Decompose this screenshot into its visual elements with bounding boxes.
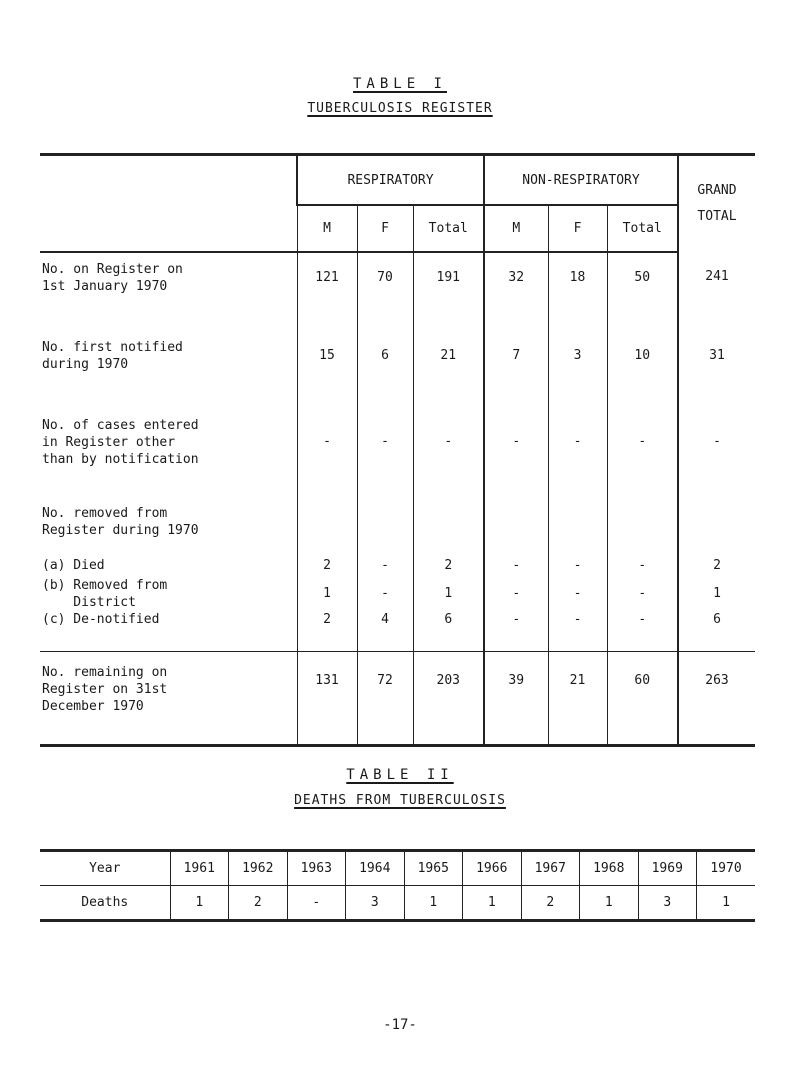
row-value: 50 xyxy=(607,252,678,331)
year-cell: 1965 xyxy=(404,851,463,886)
deaths-cell: 2 xyxy=(521,886,580,921)
row-value: 4 xyxy=(357,611,413,652)
table1-title: TUBERCULOSIS REGISTER xyxy=(307,101,493,116)
row-value xyxy=(413,505,484,557)
nonresp-m-header: M xyxy=(484,205,548,252)
page-number: -17- xyxy=(383,1017,417,1033)
row-label-line: (a) Died xyxy=(42,558,105,573)
year-cell: 1967 xyxy=(521,851,580,886)
table2-title: DEATHS FROM TUBERCULOSIS xyxy=(294,793,506,808)
row-value: - xyxy=(297,409,357,505)
register-row xyxy=(40,505,755,557)
row-value: 39 xyxy=(484,652,548,746)
row-label xyxy=(40,611,297,652)
row-value: 7 xyxy=(484,331,548,409)
resp-m-header: M xyxy=(297,205,357,252)
resp-f-header: F xyxy=(357,205,413,252)
row-value: 263 xyxy=(678,652,755,746)
respiratory-header: RESPIRATORY xyxy=(297,155,484,206)
row-value: - xyxy=(607,557,678,577)
row-value: - xyxy=(607,409,678,505)
tuberculosis-register-table xyxy=(40,153,755,747)
row-value xyxy=(297,505,357,557)
row-value: - xyxy=(548,577,607,611)
row-label xyxy=(40,505,297,557)
grand-total-header: GRAND TOTAL xyxy=(678,155,755,253)
row-value: 10 xyxy=(607,331,678,409)
row-value: 1 xyxy=(297,577,357,611)
row-value: 21 xyxy=(548,652,607,746)
row-value: 6 xyxy=(678,611,755,652)
row-value xyxy=(357,505,413,557)
row-value: - xyxy=(484,409,548,505)
row-label xyxy=(40,577,297,611)
register-row xyxy=(40,577,755,611)
row-label xyxy=(40,652,297,746)
row-value: 15 xyxy=(297,331,357,409)
row-label xyxy=(40,409,297,505)
year-cell: 1962 xyxy=(229,851,288,886)
row-label xyxy=(40,557,297,577)
row-value: 31 xyxy=(678,331,755,409)
row-value: 72 xyxy=(357,652,413,746)
row-value: 2 xyxy=(678,557,755,577)
row-value: - xyxy=(607,577,678,611)
row-value: - xyxy=(357,409,413,505)
non-respiratory-header: NON-RESPIRATORY xyxy=(484,155,678,206)
row-value: 6 xyxy=(357,331,413,409)
table2-label: TABLE II xyxy=(346,767,454,783)
deaths-cell: 3 xyxy=(346,886,405,921)
row-label-line: in Register other xyxy=(42,435,176,450)
row-label-line: No. on Register on xyxy=(42,262,183,277)
row-value: - xyxy=(413,409,484,505)
row-label xyxy=(40,331,297,409)
row-value xyxy=(484,505,548,557)
row-value: 203 xyxy=(413,652,484,746)
row-label-line: District xyxy=(42,595,136,610)
row-label-line: No. removed from xyxy=(42,506,168,521)
row-label-line: 1st January 1970 xyxy=(42,279,168,294)
year-cell: 1969 xyxy=(638,851,697,886)
year-label: Year xyxy=(40,851,170,886)
row-value xyxy=(548,505,607,557)
deaths-cell: 1 xyxy=(697,886,756,921)
deaths-table xyxy=(40,849,755,922)
row-value: - xyxy=(548,611,607,652)
row-value: 32 xyxy=(484,252,548,331)
row-label-line: (c) De-notified xyxy=(42,612,160,627)
deaths-cell: 1 xyxy=(580,886,639,921)
register-row xyxy=(40,252,755,331)
row-label-line: No. remaining on xyxy=(42,665,168,680)
nonresp-f-header: F xyxy=(548,205,607,252)
row-label-line: Register on 31st xyxy=(42,682,168,697)
row-value: 1 xyxy=(678,577,755,611)
register-row xyxy=(40,409,755,505)
deaths-cell: 2 xyxy=(229,886,288,921)
row-value xyxy=(678,505,755,557)
row-value: 2 xyxy=(413,557,484,577)
row-label-line: (b) Removed from xyxy=(42,578,168,593)
row-value: 60 xyxy=(607,652,678,746)
year-cell: 1963 xyxy=(287,851,346,886)
row-label-line: Register during 1970 xyxy=(42,523,199,538)
year-cell: 1964 xyxy=(346,851,405,886)
year-cell: 1966 xyxy=(463,851,522,886)
row-value: 1 xyxy=(413,577,484,611)
deaths-cell: 1 xyxy=(170,886,229,921)
row-value: 2 xyxy=(297,611,357,652)
nonresp-total-header: Total xyxy=(607,205,678,252)
year-cell: 1970 xyxy=(697,851,756,886)
register-row xyxy=(40,611,755,652)
row-value: - xyxy=(484,577,548,611)
row-label xyxy=(40,252,297,331)
year-cell: 1968 xyxy=(580,851,639,886)
row-value: - xyxy=(607,611,678,652)
row-value: - xyxy=(678,409,755,505)
row-value: 131 xyxy=(297,652,357,746)
row-value: 191 xyxy=(413,252,484,331)
year-cell: 1961 xyxy=(170,851,229,886)
row-value: 2 xyxy=(297,557,357,577)
deaths-cell: 3 xyxy=(638,886,697,921)
row-value: - xyxy=(484,557,548,577)
row-value: 21 xyxy=(413,331,484,409)
row-value: 3 xyxy=(548,331,607,409)
register-row xyxy=(40,652,755,746)
row-value: 121 xyxy=(297,252,357,331)
row-value: - xyxy=(357,577,413,611)
row-value: 241 xyxy=(678,252,755,331)
row-value: - xyxy=(357,557,413,577)
row-label-line: No. of cases entered xyxy=(42,418,199,433)
row-value: 70 xyxy=(357,252,413,331)
row-value: - xyxy=(548,557,607,577)
row-label-line: during 1970 xyxy=(42,357,129,372)
table1-label: TABLE I xyxy=(352,76,447,92)
resp-total-header: Total xyxy=(413,205,484,252)
register-row xyxy=(40,557,755,577)
row-value: - xyxy=(484,611,548,652)
register-row xyxy=(40,331,755,409)
row-value: 6 xyxy=(413,611,484,652)
deaths-cell: 1 xyxy=(463,886,522,921)
deaths-cell: 1 xyxy=(404,886,463,921)
row-label-line: than by notification xyxy=(42,452,199,467)
row-value xyxy=(607,505,678,557)
deaths-cell: - xyxy=(287,886,346,921)
row-value: - xyxy=(548,409,607,505)
row-value: 18 xyxy=(548,252,607,331)
deaths-label: Deaths xyxy=(81,895,129,910)
row-label-line: No. first notified xyxy=(42,340,183,355)
row-label-line: December 1970 xyxy=(42,699,144,714)
